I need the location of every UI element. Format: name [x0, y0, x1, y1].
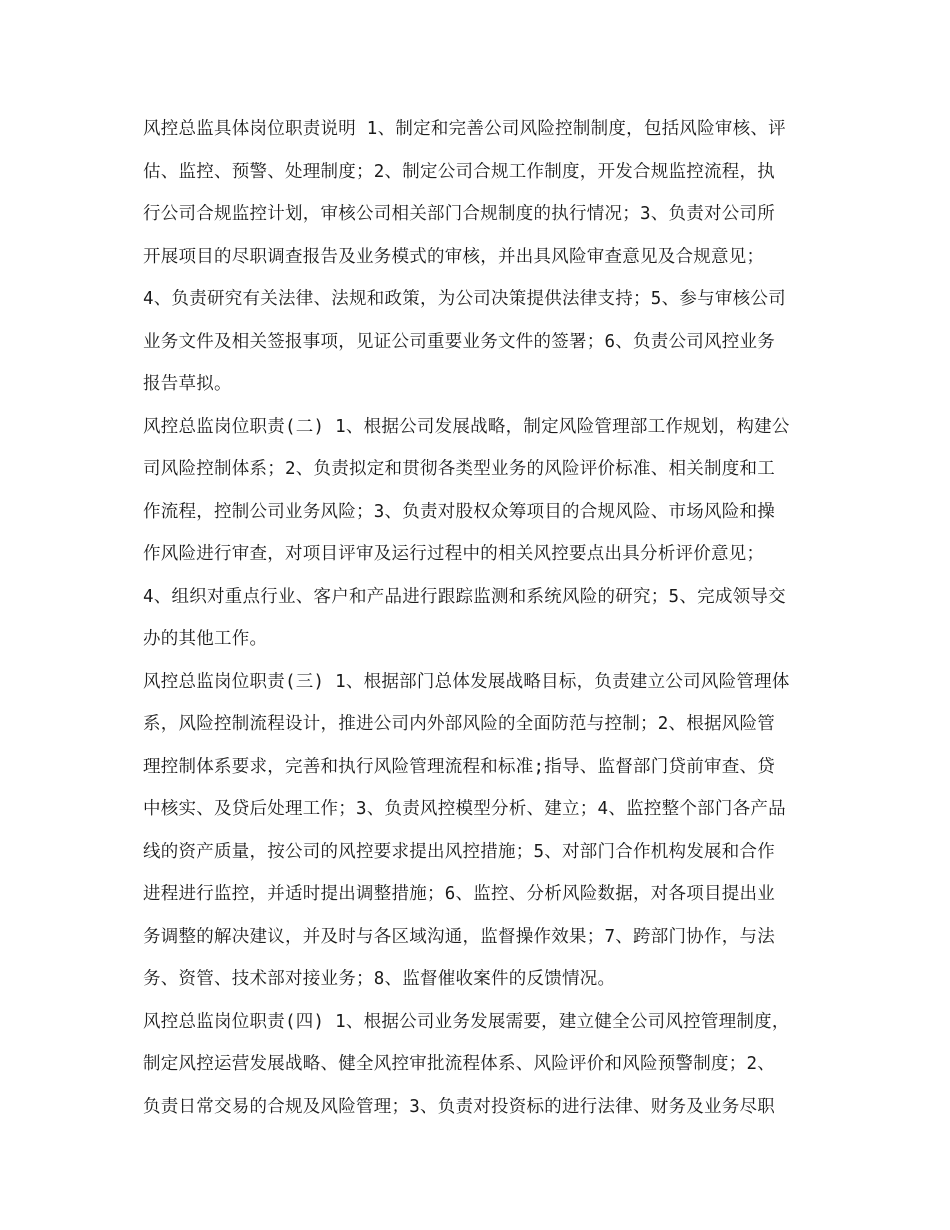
text-line: 业务文件及相关签报事项，见证公司重要业务文件的签署；6、负责公司风控业务 — [143, 331, 776, 352]
text-line: 办的其他工作。 — [143, 629, 268, 649]
text-line: 4、负责研究有关法律、法规和政策，为公司决策提供法律支持；5、参与审核公司 — [143, 289, 786, 309]
text-line: 风控总监岗位职责(四) 1、根据公司业务发展需要，建立健全公司风控管理制度， — [143, 1011, 790, 1032]
text-line: 报告草拟。 — [143, 374, 232, 394]
text-line: 务调整的解决建议，并及时与各区域沟通，监督操作效果；7、跨部门协作，与法 — [143, 926, 776, 947]
text-line: 务、资管、技术部对接业务；8、监督催收案件的反馈情况。 — [143, 969, 616, 989]
text-line: 开展项目的尽职调查报告及业务模式的审核，并出具风险审查意见及合规意见； — [143, 246, 765, 267]
document-body — [143, 108, 813, 1128]
text-line: 进程进行监控，并适时提出调整措施；6、监控、分析风险数据，对各项目提出业 — [143, 884, 776, 904]
text-line: 风控总监具体岗位职责说明 1、制定和完善公司风险控制制度，包括风险审核、评 — [143, 119, 786, 139]
text-line: 制定风控运营发展战略、健全风控审批流程体系、风险评价和风险预警制度；2、 — [143, 1054, 776, 1074]
text-line: 作流程，控制公司业务风险；3、负责对股权众筹项目的合规风险、市场风险和操 — [143, 501, 776, 522]
text-line: 系，风险控制流程设计，推进公司内外部风险的全面防范与控制；2、根据风险管 — [143, 714, 776, 734]
text-line: 理控制体系要求，完善和执行风险管理流程和标准;指导、监督部门贷前审查、贷 — [143, 756, 776, 777]
text-line: 司风险控制体系；2、负责拟定和贯彻各类型业务的风险评价标准、相关制度和工 — [143, 459, 776, 479]
paragraph-duties-3 — [143, 661, 813, 1001]
text-line: 线的资产质量，按公司的风控要求提出风控措施；5、对部门合作机构发展和合作 — [143, 841, 776, 862]
text-line: 行公司合规监控计划，审核公司相关部门合规制度的执行情况；3、负责对公司所 — [143, 204, 776, 224]
text-line: 中核实、及贷后处理工作；3、负责风控模型分析、建立；4、监控整个部门各产品 — [143, 799, 786, 819]
paragraph-duties-4 — [143, 1001, 813, 1129]
text-line: 4、组织对重点行业、客户和产品进行跟踪监测和系统风险的研究；5、完成领导交 — [143, 586, 786, 607]
text-line: 负责日常交易的合规及风险管理；3、负责对投资标的进行法律、财务及业务尽职 — [143, 1096, 776, 1117]
text-line: 作风险进行审查，对项目评审及运行过程中的相关风控要点出具分析评价意见； — [143, 544, 765, 564]
text-line: 风控总监岗位职责(三) 1、根据部门总体发展战略目标，负责建立公司风险管理体 — [143, 671, 790, 692]
paragraph-job-description — [143, 108, 813, 406]
paragraph-duties-2 — [143, 406, 813, 661]
text-line: 风控总监岗位职责(二) 1、根据公司发展战略，制定风险管理部工作规划，构建公 — [143, 416, 790, 437]
text-line: 估、监控、预警、处理制度；2、制定公司合规工作制度，开发合规监控流程，执 — [143, 161, 776, 182]
